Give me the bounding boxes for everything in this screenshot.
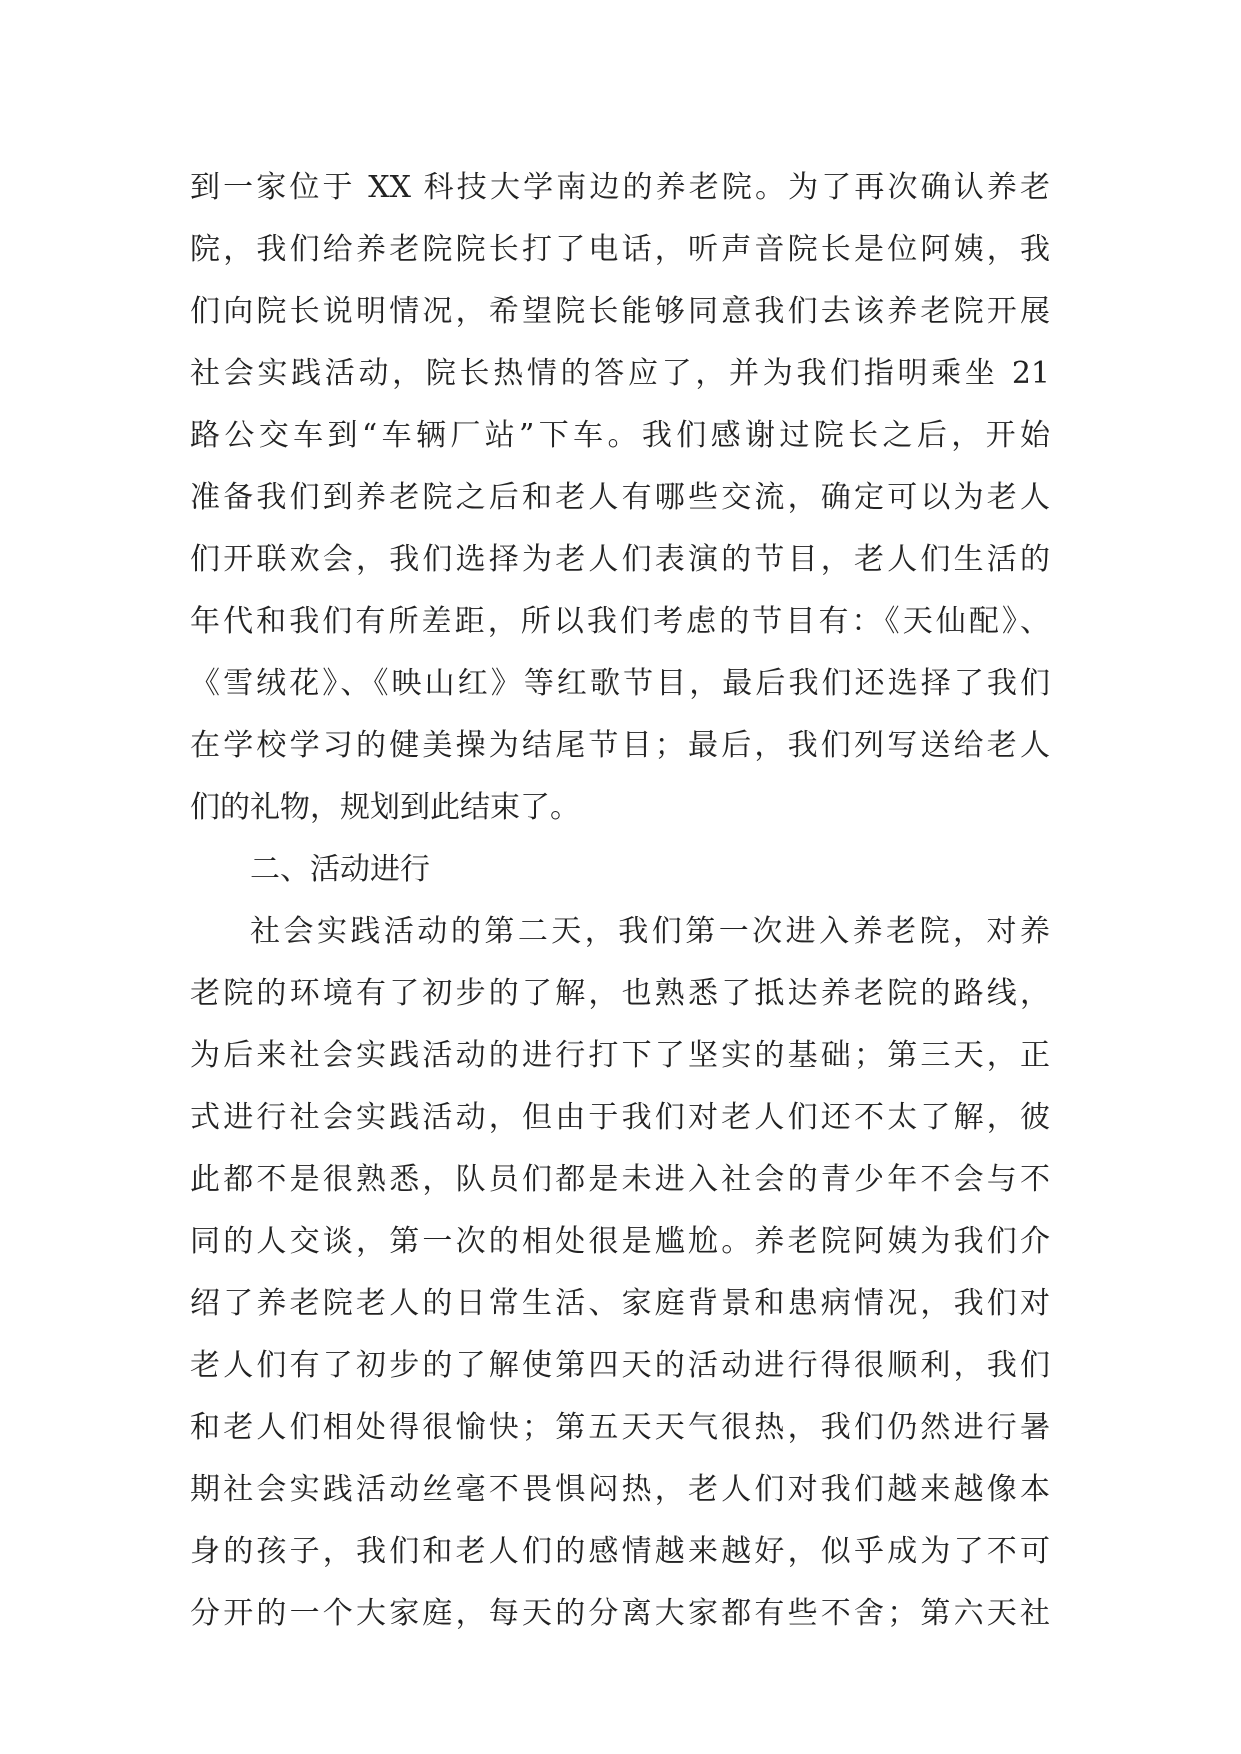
text-line: 社会实践活动，院长热情的答应了，并为我们指明乘坐 21 (190, 356, 1050, 391)
text-line: 路公交车到“车辆厂站”下车。我们感谢过院长之后，开始 (190, 418, 1050, 453)
text-line: 们开联欢会，我们选择为老人们表演的节目，老人们生活的 (190, 542, 1050, 577)
text-line: 们的礼物，规划到此结束了。 (190, 790, 580, 825)
text-line: 此都不是很熟悉，队员们都是未进入社会的青少年不会与不 (190, 1162, 1050, 1197)
text-line: 年代和我们有所差距，所以我们考虑的节目有：《天仙配》、 (190, 604, 1050, 639)
text-line: 和老人们相处得很愉快；第五天天气很热，我们仍然进行暑 (190, 1410, 1050, 1445)
text-line: 式进行社会实践活动，但由于我们对老人们还不太了解，彼 (190, 1100, 1050, 1135)
text-line: 同的人交谈，第一次的相处很是尴尬。养老院阿姨为我们介 (190, 1224, 1050, 1259)
document-body (190, 157, 1050, 1645)
paragraph-activity (190, 901, 1050, 1645)
text-line: 分开的一个大家庭，每天的分离大家都有些不舍；第六天社 (190, 1596, 1050, 1631)
section-heading: 二、活动进行 (250, 852, 430, 887)
text-line: 们向院长说明情况，希望院长能够同意我们去该养老院开展 (190, 294, 1050, 329)
text-line: 老院的环境有了初步的了解，也熟悉了抵达养老院的路线， (190, 976, 1050, 1011)
text-line: 在学校学习的健美操为结尾节目；最后，我们列写送给老人 (190, 728, 1050, 763)
text-line: 院，我们给养老院院长打了电话，听声音院长是位阿姨，我 (190, 232, 1050, 267)
paragraph-planning (190, 157, 1050, 839)
text-line: 到一家位于 XX 科技大学南边的养老院。为了再次确认养老 (190, 170, 1050, 205)
text-line: 《雪绒花》、《映山红》等红歌节目，最后我们还选择了我们 (190, 666, 1050, 701)
text-line: 身的孩子，我们和老人们的感情越来越好，似乎成为了不可 (190, 1534, 1050, 1569)
text-line: 准备我们到养老院之后和老人有哪些交流，确定可以为老人 (190, 480, 1050, 515)
text-line: 绍了养老院老人的日常生活、家庭背景和患病情况，我们对 (190, 1286, 1050, 1321)
text-line: 为后来社会实践活动的进行打下了坚实的基础；第三天，正 (190, 1038, 1050, 1073)
text-line: 社会实践活动的第二天，我们第一次进入养老院，对养 (250, 914, 1050, 949)
text-line: 期社会实践活动丝毫不畏惧闷热，老人们对我们越来越像本 (190, 1472, 1050, 1507)
text-line: 老人们有了初步的了解使第四天的活动进行得很顺利，我们 (190, 1348, 1050, 1383)
